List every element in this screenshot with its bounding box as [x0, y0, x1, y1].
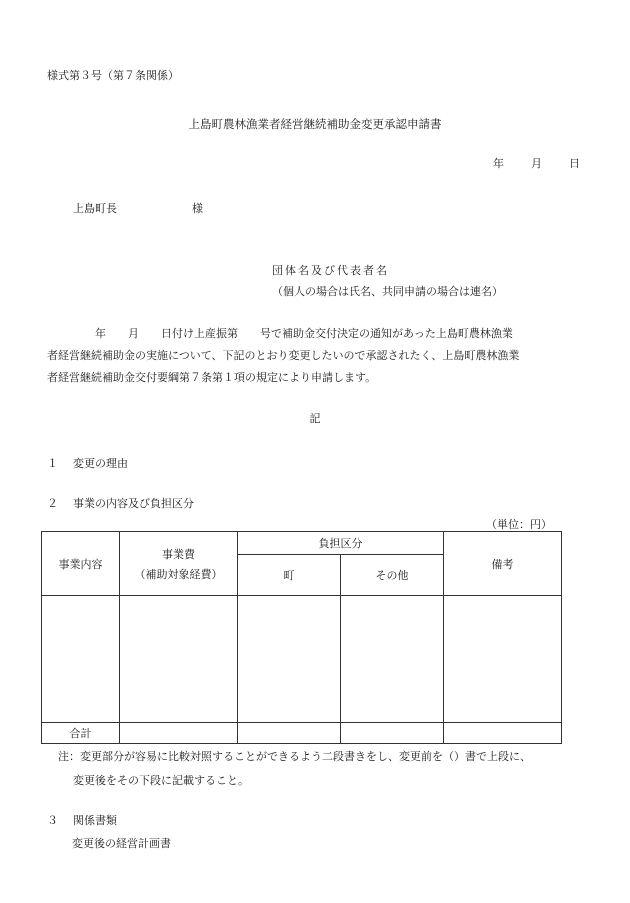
body-line-2: 者経営継続補助金の実施について、下記のとおり変更したいので承認されたく、上島町農林漁業	[47, 349, 520, 362]
day-label: 日	[569, 157, 580, 170]
form-number: 様式第３号（第７条関係）	[47, 69, 179, 82]
total-other	[341, 723, 444, 744]
header-remarks: 備考	[444, 532, 562, 596]
header-cost-line2: （補助対象経費）	[134, 567, 223, 581]
budget-table	[41, 531, 562, 744]
body-line-3: 者経営継続補助金交付要綱第７条第１項の規定により申請します。	[47, 371, 377, 384]
section-2-label: 事業の内容及び負担区分	[73, 497, 194, 510]
applicant-label: 団体名及び代表者名	[272, 264, 389, 277]
cell-town	[238, 596, 341, 723]
header-content: 事業内容	[42, 532, 120, 596]
note-line-2: 変更後をその下段に記載すること。	[73, 774, 249, 787]
cell-other	[341, 596, 444, 723]
body-paragraph	[47, 323, 587, 389]
body-line-1: 年 月 日付け上産振第 号で補助金交付決定の通知があった上島町農林漁業	[95, 327, 513, 340]
year-label: 年	[493, 157, 504, 170]
unit-label: （単位：円）	[486, 518, 552, 531]
applicant-note: （個人の場合は氏名、共同申請の場合は連名）	[272, 285, 503, 298]
table-note	[58, 745, 531, 793]
section-1	[47, 455, 128, 471]
month-label: 月	[531, 157, 542, 170]
cell-content	[42, 596, 120, 723]
total-remarks	[444, 723, 562, 744]
header-share: 負担区分	[238, 532, 444, 555]
total-town	[238, 723, 341, 744]
total-label: 合計	[42, 723, 120, 744]
section-1-label: 変更の理由	[73, 457, 128, 470]
section-1-number: １	[47, 457, 58, 470]
cell-remarks	[444, 596, 562, 723]
section-2-number: ２	[47, 497, 58, 510]
document-title: 上島町農林漁業者経営継続補助金変更承認申請書	[188, 117, 442, 131]
section-3-number: ３	[47, 814, 58, 827]
section-3-label: 関係書類	[73, 814, 117, 827]
addressee-name: 上島町長	[73, 202, 117, 215]
section-3	[47, 812, 117, 828]
section-2	[47, 495, 194, 511]
total-cost	[120, 723, 238, 744]
header-cost	[120, 532, 238, 596]
addressee	[73, 200, 203, 216]
note-line-1: 注：変更部分が容易に比較対照することができるよう二段書きをし、変更前を（）書で上段に、	[58, 750, 531, 763]
header-town: 町	[238, 555, 341, 596]
date-line	[493, 155, 580, 171]
section-3-item: 変更後の経営計画書	[72, 837, 171, 850]
cell-cost	[120, 596, 238, 723]
ki-heading: 記	[309, 412, 321, 425]
addressee-honorific: 様	[192, 202, 203, 215]
header-cost-line1: 事業費	[162, 547, 195, 561]
header-other: その他	[341, 555, 444, 596]
